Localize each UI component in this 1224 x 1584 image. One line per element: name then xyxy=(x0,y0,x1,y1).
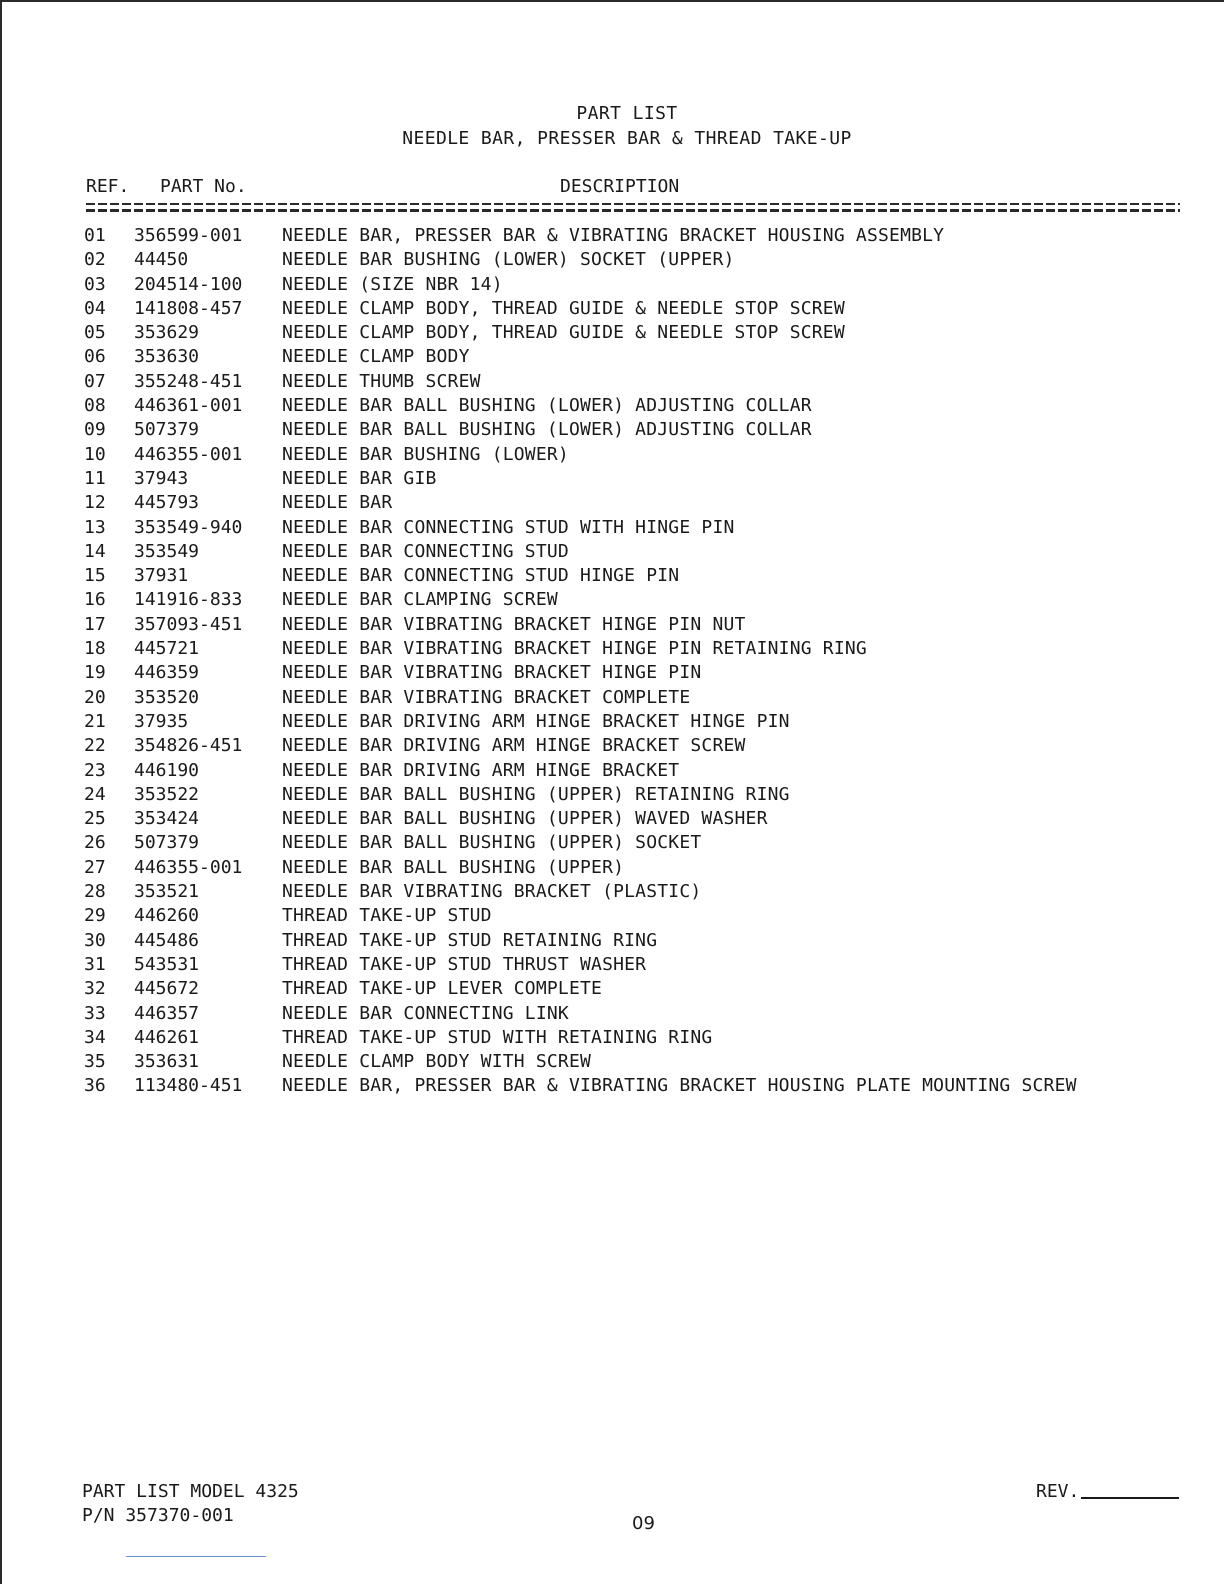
table-row xyxy=(84,953,1194,977)
ref-cell: 21 xyxy=(84,710,106,732)
table-row xyxy=(84,637,1194,661)
table-row xyxy=(84,297,1194,321)
table-row xyxy=(84,880,1194,904)
table-row xyxy=(84,1074,1194,1098)
part-number-cell: 446260 xyxy=(134,905,200,927)
table-row xyxy=(84,273,1194,297)
rev-blank-line xyxy=(1081,1497,1179,1499)
description-cell: NEEDLE BAR BUSHING (LOWER) SOCKET (UPPER) xyxy=(282,249,735,271)
part-number-cell: 204514-100 xyxy=(134,273,243,295)
part-number-cell: 445486 xyxy=(134,929,200,951)
part-number-cell: 356599-001 xyxy=(134,225,243,246)
ref-cell: 16 xyxy=(84,589,106,611)
description-cell: NEEDLE BAR GIB xyxy=(282,467,437,489)
part-number-cell: 355248-451 xyxy=(134,370,243,392)
table-row xyxy=(84,321,1194,345)
ref-cell: 25 xyxy=(84,808,106,830)
ref-cell: 18 xyxy=(84,638,106,660)
description-cell: NEEDLE BAR DRIVING ARM HINGE BRACKET xyxy=(282,759,680,781)
table-row xyxy=(84,370,1194,394)
part-number-cell: 446355-001 xyxy=(134,856,243,878)
ref-cell: 08 xyxy=(84,395,106,417)
ref-cell: 33 xyxy=(84,1002,106,1024)
double-rule-divider xyxy=(86,203,1180,212)
ref-cell: 27 xyxy=(84,856,106,878)
part-number-cell: 353631 xyxy=(134,1051,200,1073)
part-number-cell: 357093-451 xyxy=(134,613,243,635)
footer-revision xyxy=(1036,1480,1179,1504)
table-row xyxy=(84,856,1194,880)
description-cell: NEEDLE BAR CONNECTING LINK xyxy=(282,1002,569,1024)
part-number-cell: 445793 xyxy=(134,492,200,514)
table-row xyxy=(84,710,1194,734)
scan-border-left xyxy=(0,0,2,1584)
ref-cell: 11 xyxy=(84,467,106,489)
description-cell: NEEDLE BAR, PRESSER BAR & VIBRATING BRACKET HOUSING ASSEMBLY xyxy=(282,225,945,246)
ref-cell: 14 xyxy=(84,540,106,562)
part-number-cell: 141808-457 xyxy=(134,297,243,319)
table-row xyxy=(84,345,1194,369)
table-row xyxy=(84,491,1194,515)
part-number-cell: 446355-001 xyxy=(134,443,243,465)
table-row xyxy=(84,783,1194,807)
description-cell: NEEDLE BAR VIBRATING BRACKET (PLASTIC) xyxy=(282,881,702,903)
description-cell: NEEDLE BAR CONNECTING STUD HINGE PIN xyxy=(282,565,680,587)
description-cell: NEEDLE BAR xyxy=(282,492,393,514)
description-cell: NEEDLE CLAMP BODY, THREAD GUIDE & NEEDLE STOP SCREW xyxy=(282,322,845,344)
table-row xyxy=(84,418,1194,442)
description-cell: NEEDLE BAR VIBRATING BRACKET HINGE PIN NUT xyxy=(282,613,746,635)
part-number-cell: 353549 xyxy=(134,540,200,562)
ref-cell: 02 xyxy=(84,249,106,271)
part-number-cell: 353521 xyxy=(134,881,200,903)
ref-cell: 32 xyxy=(84,978,106,1000)
description-cell: NEEDLE BAR VIBRATING BRACKET HINGE PIN xyxy=(282,662,702,684)
table-row xyxy=(84,929,1194,953)
part-number-cell: 446361-001 xyxy=(134,395,243,417)
description-cell: NEEDLE BAR DRIVING ARM HINGE BRACKET SCREW xyxy=(282,735,746,757)
part-number-cell: 353549-940 xyxy=(134,516,243,538)
ref-cell: 09 xyxy=(84,419,106,441)
description-cell: NEEDLE BAR BALL BUSHING (LOWER) ADJUSTING COLLAR xyxy=(282,395,812,417)
ref-cell: 29 xyxy=(84,905,106,927)
ref-cell: 23 xyxy=(84,759,106,781)
description-cell: THREAD TAKE-UP STUD THRUST WASHER xyxy=(282,953,647,975)
table-row xyxy=(84,734,1194,758)
table-row xyxy=(84,977,1194,1001)
description-cell: NEEDLE BAR, PRESSER BAR & VIBRATING BRACKET HOUSING PLATE MOUNTING SCREW xyxy=(282,1075,1077,1097)
part-number-cell: 446357 xyxy=(134,1002,200,1024)
part-number-cell: 507379 xyxy=(134,832,200,854)
description-cell: NEEDLE BAR BALL BUSHING (UPPER) WAVED WASHER xyxy=(282,808,768,830)
ref-cell: 24 xyxy=(84,783,106,805)
table-row xyxy=(84,540,1194,564)
description-cell: THREAD TAKE-UP STUD xyxy=(282,905,492,927)
table-row xyxy=(84,443,1194,467)
part-number-cell: 354826-451 xyxy=(134,735,243,757)
part-number-cell: 445721 xyxy=(134,638,200,660)
description-cell: NEEDLE (SIZE NBR 14) xyxy=(282,273,503,295)
ref-cell: 13 xyxy=(84,516,106,538)
description-cell: NEEDLE BAR DRIVING ARM HINGE BRACKET HINGE PIN xyxy=(282,710,790,732)
description-cell: NEEDLE BAR BALL BUSHING (LOWER) ADJUSTING COLLAR xyxy=(282,419,812,441)
description-cell: THREAD TAKE-UP STUD RETAINING RING xyxy=(282,929,658,951)
ref-cell: 36 xyxy=(84,1075,106,1097)
description-cell: NEEDLE BAR BALL BUSHING (UPPER) SOCKET xyxy=(282,832,702,854)
table-row xyxy=(84,467,1194,491)
ref-cell: 07 xyxy=(84,370,106,392)
description-cell: NEEDLE BAR VIBRATING BRACKET COMPLETE xyxy=(282,686,691,708)
table-row xyxy=(84,516,1194,540)
table-row xyxy=(84,1002,1194,1026)
ref-cell: 15 xyxy=(84,565,106,587)
part-number-cell: 353520 xyxy=(134,686,200,708)
description-cell: NEEDLE CLAMP BODY WITH SCREW xyxy=(282,1051,592,1073)
ref-cell: 17 xyxy=(84,613,106,635)
part-number-cell: 353630 xyxy=(134,346,200,368)
part-number-cell: 37931 xyxy=(134,565,189,587)
ref-cell: 28 xyxy=(84,881,106,903)
table-row xyxy=(84,564,1194,588)
description-cell: NEEDLE CLAMP BODY, THREAD GUIDE & NEEDLE STOP SCREW xyxy=(282,297,845,319)
description-cell: THREAD TAKE-UP LEVER COMPLETE xyxy=(282,978,603,1000)
part-number-cell: 446261 xyxy=(134,1026,200,1048)
part-number-cell: 446190 xyxy=(134,759,200,781)
part-number-cell: 44450 xyxy=(134,249,189,271)
table-row xyxy=(84,394,1194,418)
part-number-cell: 543531 xyxy=(134,953,200,975)
table-row xyxy=(84,831,1194,855)
ref-cell: 01 xyxy=(84,225,106,246)
page-title xyxy=(0,101,1224,151)
description-cell: THREAD TAKE-UP STUD WITH RETAINING RING xyxy=(282,1026,713,1048)
ref-cell: 06 xyxy=(84,346,106,368)
column-header-description: DESCRIPTION xyxy=(560,176,680,197)
rev-label: REV. xyxy=(1036,1481,1080,1502)
page-number: 09 xyxy=(632,1513,655,1534)
table-row xyxy=(84,1050,1194,1074)
footer-part-number: P/N 357370-001 xyxy=(82,1505,234,1526)
ref-cell: 05 xyxy=(84,322,106,344)
part-number-cell: 37935 xyxy=(134,710,189,732)
table-row xyxy=(84,759,1194,783)
description-cell: NEEDLE BAR CONNECTING STUD WITH HINGE PIN xyxy=(282,516,735,538)
table-row xyxy=(84,904,1194,928)
part-number-cell: 445672 xyxy=(134,978,200,1000)
table-row xyxy=(84,613,1194,637)
footer-model: PART LIST MODEL 4325 xyxy=(82,1481,299,1502)
ref-cell: 35 xyxy=(84,1051,106,1073)
description-cell: NEEDLE BAR CONNECTING STUD xyxy=(282,540,569,562)
ref-cell: 22 xyxy=(84,735,106,757)
part-number-cell: 446359 xyxy=(134,662,200,684)
ref-cell: 34 xyxy=(84,1026,106,1048)
ref-cell: 12 xyxy=(84,492,106,514)
ref-cell: 03 xyxy=(84,273,106,295)
description-cell: NEEDLE BAR BALL BUSHING (UPPER) RETAINING RING xyxy=(282,783,790,805)
ref-cell: 04 xyxy=(84,297,106,319)
part-number-cell: 507379 xyxy=(134,419,200,441)
description-cell: NEEDLE BAR CLAMPING SCREW xyxy=(282,589,558,611)
ref-cell: 30 xyxy=(84,929,106,951)
table-row xyxy=(84,1026,1194,1050)
table-row xyxy=(84,661,1194,685)
ref-cell: 20 xyxy=(84,686,106,708)
table-row xyxy=(84,588,1194,612)
title-line-1: PART LIST xyxy=(576,103,678,124)
part-number-cell: 113480-451 xyxy=(134,1075,243,1097)
description-cell: NEEDLE BAR BALL BUSHING (UPPER) xyxy=(282,856,625,878)
part-number-cell: 353424 xyxy=(134,808,200,830)
column-header-ref: REF. xyxy=(86,176,130,197)
table-row xyxy=(84,686,1194,710)
ref-cell: 31 xyxy=(84,953,106,975)
ref-cell: 19 xyxy=(84,662,106,684)
ref-cell: 26 xyxy=(84,832,106,854)
part-number-cell: 353629 xyxy=(134,322,200,344)
part-number-cell: 37943 xyxy=(134,467,189,489)
parts-table xyxy=(84,224,1194,1099)
scan-border-top xyxy=(0,0,1224,2)
description-cell: NEEDLE BAR BUSHING (LOWER) xyxy=(282,443,569,465)
description-cell: NEEDLE BAR VIBRATING BRACKET HINGE PIN RETAINING RING xyxy=(282,638,867,660)
table-row xyxy=(84,224,1194,248)
ref-cell: 10 xyxy=(84,443,106,465)
description-cell: NEEDLE THUMB SCREW xyxy=(282,370,481,392)
title-line-2: NEEDLE BAR, PRESSER BAR & THREAD TAKE-UP xyxy=(402,128,852,149)
part-number-cell: 141916-833 xyxy=(134,589,243,611)
table-row xyxy=(84,248,1194,272)
description-cell: NEEDLE CLAMP BODY xyxy=(282,346,470,368)
scan-artifact-line xyxy=(126,1556,266,1557)
column-header-part-no: PART No. xyxy=(160,176,247,197)
footer-model-info xyxy=(82,1480,299,1528)
part-number-cell: 353522 xyxy=(134,783,200,805)
table-row xyxy=(84,807,1194,831)
